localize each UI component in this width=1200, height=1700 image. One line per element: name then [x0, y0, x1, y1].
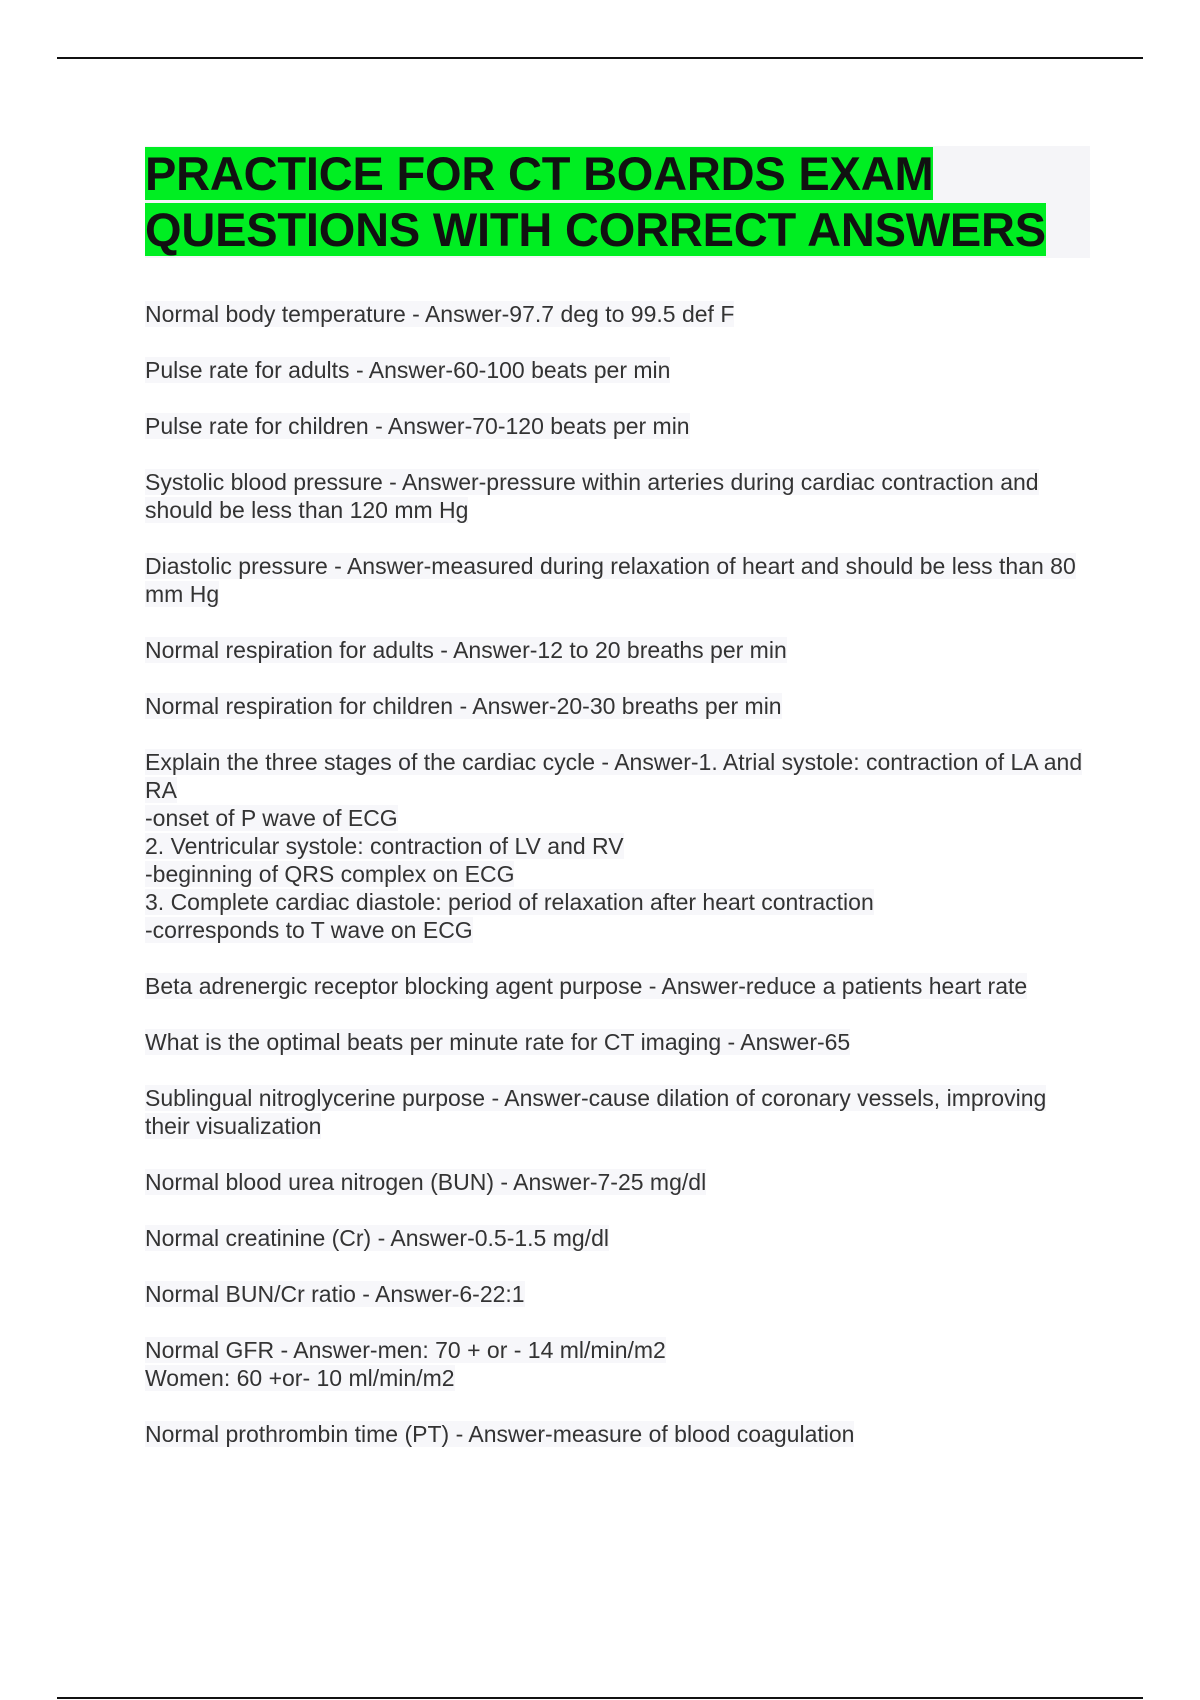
qa-text: Sublingual nitroglycerine purpose - Answer-cause dilation of coronary vessels, improving their visualization: [145, 1085, 1047, 1139]
top-divider: [57, 57, 1143, 59]
qa-item: [145, 692, 1090, 720]
qa-item: [145, 1420, 1090, 1448]
qa-item: [145, 300, 1090, 328]
qa-item: [145, 636, 1090, 664]
qa-text: Normal GFR - Answer-men: 70 + or - 14 ml/min/m2 Women: 60 +or- 10 ml/min/m2: [145, 1337, 666, 1391]
title-line-2: QUESTIONS WITH CORRECT ANSWERS: [145, 203, 1046, 256]
qa-text: Normal blood urea nitrogen (BUN) - Answer-7-25 mg/dl: [145, 1169, 707, 1195]
bottom-divider: [57, 1697, 1143, 1699]
qa-text: Normal respiration for children - Answer-20-30 breaths per min: [145, 693, 782, 719]
qa-item: [145, 1028, 1090, 1056]
qa-text: Beta adrenergic receptor blocking agent purpose - Answer-reduce a patients heart rate: [145, 973, 1028, 999]
qa-text: Diastolic pressure - Answer-measured during relaxation of heart and should be less than 80 mm Hg: [145, 553, 1076, 607]
qa-item: [145, 1336, 1090, 1392]
title-line-1: PRACTICE FOR CT BOARDS EXAM: [145, 147, 934, 200]
qa-text: Normal prothrombin time (PT) - Answer-measure of blood coagulation: [145, 1421, 855, 1447]
document-body: [145, 146, 1090, 1476]
qa-text: Normal BUN/Cr ratio - Answer-6-22:1: [145, 1281, 525, 1307]
qa-item: [145, 356, 1090, 384]
qa-item: [145, 1224, 1090, 1252]
document-title: [145, 146, 1090, 258]
qa-item: [145, 1084, 1090, 1140]
qa-item: [145, 552, 1090, 608]
qa-item: [145, 748, 1090, 944]
qa-text: Explain the three stages of the cardiac cycle - Answer-1. Atrial systole: contraction of LA and RA -onset of P wave of ECG 2. Ventricular systole: contraction of LV and RV -beginning of QRS complex on ECG 3. Complete cardiac diastole: period of relaxation after heart contraction -corresponds to T wave on ECG: [145, 749, 1083, 943]
qa-text: Normal creatinine (Cr) - Answer-0.5-1.5 mg/dl: [145, 1225, 609, 1251]
qa-text: Systolic blood pressure - Answer-pressure within arteries during cardiac contraction and should be less than 120 mm Hg: [145, 469, 1039, 523]
qa-item: [145, 412, 1090, 440]
qa-list: [145, 300, 1090, 1448]
qa-text: Pulse rate for adults - Answer-60-100 beats per min: [145, 357, 671, 383]
qa-text: Normal respiration for adults - Answer-12 to 20 breaths per min: [145, 637, 787, 663]
qa-item: [145, 972, 1090, 1000]
qa-text: What is the optimal beats per minute rate for CT imaging - Answer-65: [145, 1029, 851, 1055]
qa-text: Normal body temperature - Answer-97.7 deg to 99.5 def F: [145, 301, 735, 327]
qa-item: [145, 1280, 1090, 1308]
qa-item: [145, 468, 1090, 524]
qa-text: Pulse rate for children - Answer-70-120 beats per min: [145, 413, 690, 439]
qa-item: [145, 1168, 1090, 1196]
